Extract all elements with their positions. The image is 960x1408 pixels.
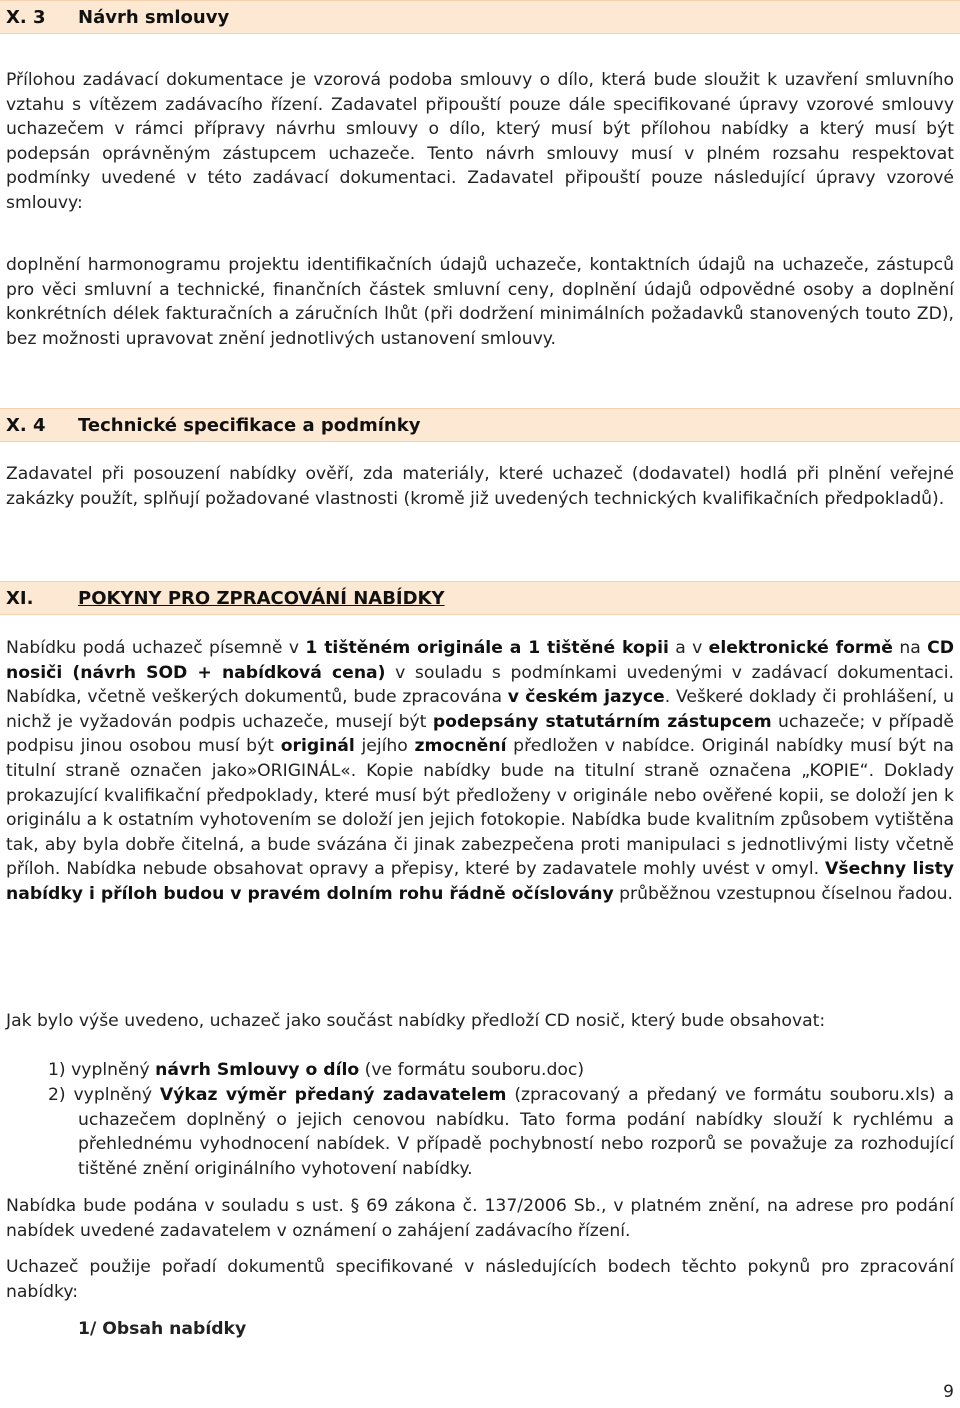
paragraph-document-order: Uchazeč použije pořadí dokumentů specifikované v následujících bodech těchto pokynů pro zpracování nabídky: xyxy=(6,1257,954,1302)
bold-phrase: elektronické formě xyxy=(708,638,893,658)
bold-phrase: v českém jazyce xyxy=(507,687,665,708)
section-number: X. 3 xyxy=(6,7,46,28)
bold-phrase: zmocnění xyxy=(414,736,507,757)
section-title: Technické specifikace a podmínky xyxy=(78,415,421,436)
subheading-offer-contents: 1/ Obsah nabídky xyxy=(78,1319,247,1339)
section-number: XI. xyxy=(6,588,34,609)
paragraph-contract-draft: Přílohou zadávací dokumentace je vzorová podoba smlouvy o dílo, která bude sloužit k uzavření smluvního vztahu s vítězem zadávacího řízení. Zadavatel připouští pouze dále specifikované úpravy vzorové smlouvy uchazečem v rámci přípravy návrhu smlouvy o dílo, který musí být přílohou nabídky a který musí být podepsán oprávněným zástupcem uchazeče. Tento návrh smlouvy musí v plném rozsahu respektovat podmínky uvedené v této zadávací dokumentaci. Zadavatel připouští pouze následující úpravy vzorové smlouvy: xyxy=(6,70,954,213)
list-item: 1) vyplněný návrh Smlouvy o dílo (ve formátu souboru.doc) xyxy=(48,1060,585,1080)
bold-phrase: originál xyxy=(280,736,355,757)
paragraph-offer-instructions: Nabídku podá uchazeč písemně v 1 tištěném originále a 1 tištěné kopii a v elektronické formě na CD nosiči (návrh SOD + nabídková cena) v souladu s podmínkami uvedenými v zadávací dokumentaci. Nabídka, včetně veškerých dokumentů, bude zpracována v českém jazyce. Veškeré doklady či prohlášení, u nichž je vyžadován podpis uchazeče, musejí být podepsány statutárním zástupcem uchazeče; v případě podpisu jinou osobou musí být originál jejího zmocnění předložen v nabídce. Originál nabídky musí být na titulní straně označen jako»ORIGINÁL«. Kopie nabídky bude na titulní straně označena „KOPIE“. Doklady prokazující kvalifikační předpoklady, které musí být předloženy v originále nebo ověřené kopii, se doloží jen k originálu a k ostatním vyhotovením se doloží jen jejich fotokopie. Nabídka bude kvalitním způsobem vytištěna tak, aby byla dobře čitelná, a bude svázána či jinak zabezpečena proti manipulaci s jednotlivými listy včetně příloh. Nabídka nebude obsahovat opravy a přepisy, které by zadavatele mohly uvést v omyl. Všechny listy nabídky i příloh budou v pravém dolním rohu řádně očíslovány průběžnou vzestupnou číselnou řadou. xyxy=(6,638,954,904)
page-number: 9 xyxy=(943,1382,954,1402)
paragraph-cd-contents: Jak bylo výše uvedeno, uchazeč jako součást nabídky předloží CD nosič, který bude obsahovat: xyxy=(6,1011,826,1031)
paragraph-legal-basis: Nabídka bude podána v souladu s ust. § 69 zákona č. 137/2006 Sb., v platném znění, na adrese pro podání nabídek uvedené zadavatelem v oznámení o zahájení zadávacího řízení. xyxy=(6,1196,954,1241)
section-x3-heading xyxy=(0,0,960,34)
section-x4-heading xyxy=(0,408,960,442)
paragraph-technical-specs: Zadavatel při posouzení nabídky ověří, zda materiály, které uchazeč (dodavatel) hodlá při plnění veřejné zakázky použít, splňují požadované vlastnosti (kromě již uvedených technických kvalifikačních předpokladů). xyxy=(6,464,954,509)
bold-phrase: Všechny listy nabídky i příloh budou v pravém dolním rohu řádně očíslovány xyxy=(6,859,954,904)
section-title: Návrh smlouvy xyxy=(78,7,230,28)
bold-phrase: podepsány statutárním zástupcem xyxy=(432,711,772,732)
paragraph-allowed-edits: doplnění harmonogramu projektu identifikačních údajů uchazeče, kontaktních údajů na uchazeče, zástupců pro věci smluvní a technické, finančních částek smluvní ceny, doplnění údajů odpovědné osoby a doplnění konkrétních délek fakturačních a záručních lhůt (při dodržení minimálních požadavků stanovených touto ZD), bez možnosti upravovat znění jednotlivých ustanovení smlouvy. xyxy=(6,255,954,349)
bold-phrase: CD nosiči (návrh SOD + nabídková cena) xyxy=(6,638,954,683)
section-number: X. 4 xyxy=(6,415,46,436)
section-xi-heading xyxy=(0,581,960,615)
section-title: POKYNY PRO ZPRACOVÁNÍ NABÍDKY xyxy=(78,588,445,609)
bold-phrase: 1 tištěném originále a 1 tištěné kopii xyxy=(305,638,669,658)
list-item: 2) vyplněný Výkaz výměr předaný zadavatelem (zpracovaný a předaný ve formátu souboru.xls) a uchazečem doplněný o jejich cenovou nabídku. Tato forma podání nabídky slouží k rychlému a přehlednému vyhodnocení nabídek. V případě pochybností nebo rozporů se považuje za rozhodující tištěné znění originálního vyhotovení nabídky. xyxy=(48,1085,954,1179)
